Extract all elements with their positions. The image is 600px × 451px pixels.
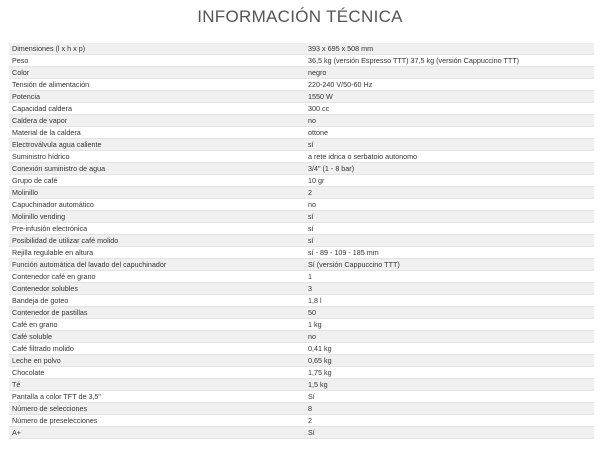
spec-value: 2 [305,415,594,427]
spec-label: Potencia [9,91,305,103]
spec-value: 8 [305,403,594,415]
spec-label: Café soluble [9,331,305,343]
spec-label: Molinillo vending [9,211,305,223]
spec-value: Sí [305,427,594,439]
spec-value: sí [305,139,594,151]
spec-label: Tensión de alimentación [9,79,305,91]
spec-value: 36,5 kg (versión Espresso TTT) 37,5 kg (versión Cappuccino TTT) [305,55,594,67]
spec-label: Molinillo [9,187,305,199]
table-row [9,187,594,199]
spec-label: Dimensiones (l x h x p) [9,43,305,55]
spec-label: Peso [9,55,305,67]
spec-label: Rejilla regulable en altura [9,247,305,259]
spec-value: 393 x 695 x 508 mm [305,43,594,55]
spec-value: 1,5 kg [305,379,594,391]
spec-label: Chocolate [9,367,305,379]
spec-label: Capuchinador automático [9,199,305,211]
spec-value: 3 [305,283,594,295]
spec-value: 1550 W [305,91,594,103]
spec-label: Conexión suministro de agua [9,163,305,175]
spec-label: Café filtrado molido [9,343,305,355]
spec-label: Electroválvula agua caliente [9,139,305,151]
table-row [9,367,594,379]
table-row [9,223,594,235]
spec-label: Leche en polvo [9,355,305,367]
spec-value: 1 kg [305,319,594,331]
spec-label: Contenedor de pastillas [9,307,305,319]
spec-label: Caldera de vapor [9,115,305,127]
table-row [9,103,594,115]
spec-value: sí [305,235,594,247]
table-row [9,91,594,103]
spec-label: Número de preselecciones [9,415,305,427]
table-row [9,127,594,139]
table-row [9,343,594,355]
spec-value: 300 cc [305,103,594,115]
table-row [9,283,594,295]
spec-label: Capacidad caldera [9,103,305,115]
spec-label: Té [9,379,305,391]
table-row [9,355,594,367]
spec-value: 3/4" (1 - 8 bar) [305,163,594,175]
table-row [9,199,594,211]
table-row [9,403,594,415]
spec-value: Sí [305,391,594,403]
table-row [9,331,594,343]
spec-label: Material de la caldera [9,127,305,139]
spec-value: sí [305,223,594,235]
spec-label: Función automática del lavado del capuchinador [9,259,305,271]
table-row [9,415,594,427]
table-row [9,247,594,259]
table-row [9,55,594,67]
spec-label: Pre-infusión electrónica [9,223,305,235]
spec-value: ottone [305,127,594,139]
spec-value: 220-240 V/50-60 Hz [305,79,594,91]
spec-value: sí - 89 - 109 - 185 mm [305,247,594,259]
table-row [9,295,594,307]
table-row [9,211,594,223]
table-row [9,307,594,319]
table-row [9,391,594,403]
table-row [9,163,594,175]
spec-label: Grupo de café [9,175,305,187]
table-row [9,259,594,271]
spec-label: Color [9,67,305,79]
spec-value: 50 [305,307,594,319]
spec-value: negro [305,67,594,79]
table-row [9,43,594,55]
spec-value: no [305,115,594,127]
spec-label: Suministro hídrico [9,151,305,163]
table-row [9,67,594,79]
table-row [9,379,594,391]
spec-label: Café en grano [9,319,305,331]
spec-label: Posibilidad de utilizar café molido [9,235,305,247]
spec-value: 0,65 kg [305,355,594,367]
spec-label: Bandeja de goteo [9,295,305,307]
spec-value: a rete idrica o serbatoio autonomo [305,151,594,163]
spec-value: 2 [305,187,594,199]
spec-value: no [305,331,594,343]
table-row [9,271,594,283]
spec-table-container [9,43,591,439]
page-title: INFORMACIÓN TÉCNICA [197,7,403,26]
table-row [9,115,594,127]
spec-value: sí [305,211,594,223]
spec-value: no [305,199,594,211]
table-row [9,139,594,151]
table-row [9,79,594,91]
spec-value: 0,41 kg [305,343,594,355]
spec-label: Contenedor solubles [9,283,305,295]
spec-value: 1,75 kg [305,367,594,379]
table-row [9,319,594,331]
table-row [9,175,594,187]
spec-table-body [9,43,594,439]
spec-table [9,43,594,439]
spec-value: 1 [305,271,594,283]
spec-label: Pantalla a color TFT de 3,5" [9,391,305,403]
spec-value: 10 gr [305,175,594,187]
spec-value: Sí (versión Cappuccino TTT) [305,259,594,271]
spec-label: Contenedor café en grano [9,271,305,283]
table-row [9,235,594,247]
table-row [9,151,594,163]
spec-label: Número de selecciones [9,403,305,415]
spec-label: A+ [9,427,305,439]
spec-value: 1,8 l [305,295,594,307]
table-row [9,427,594,439]
